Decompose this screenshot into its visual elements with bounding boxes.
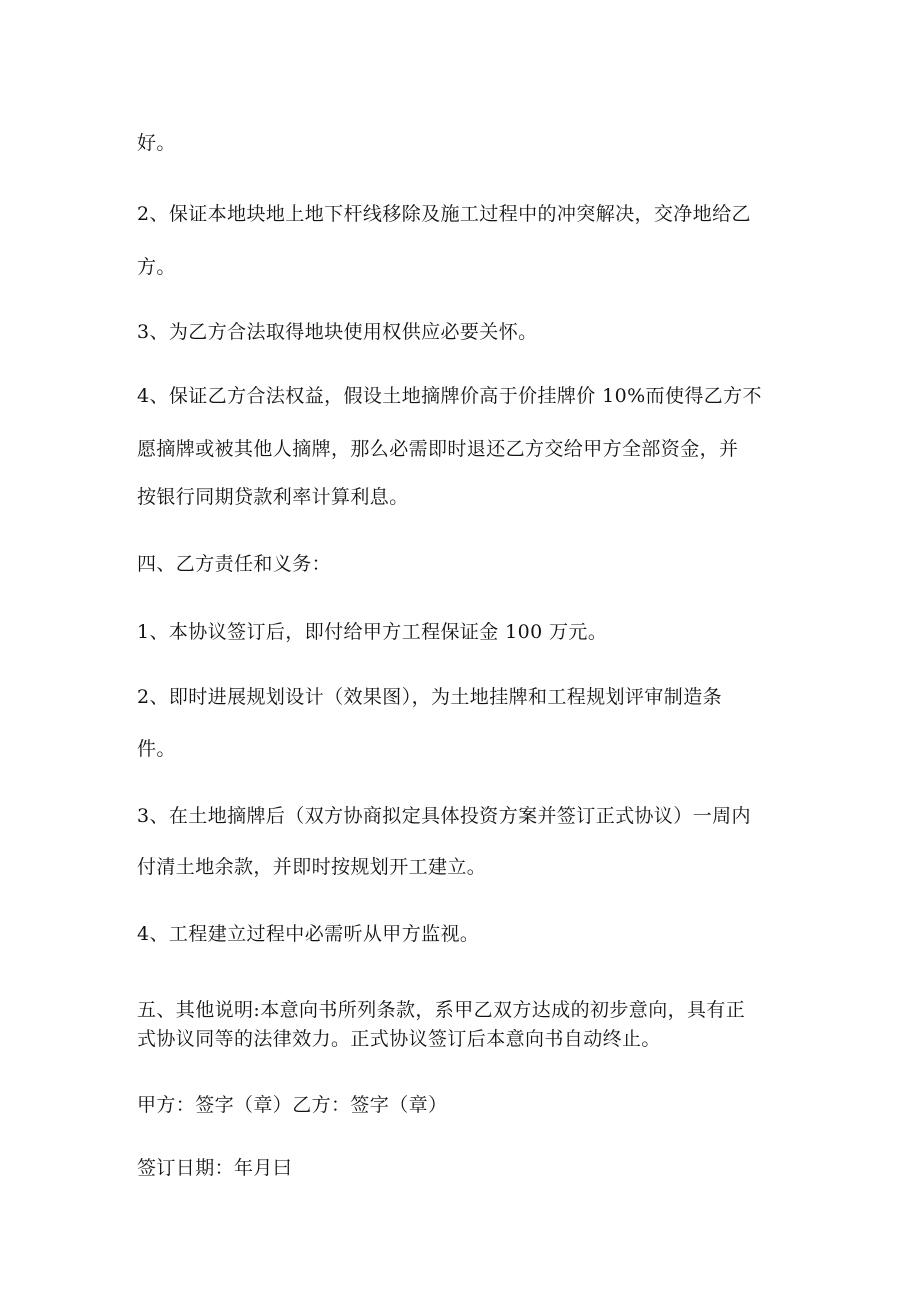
text-line: 1、本协议签订后，即付给甲方工程保证金 100 万元。 [137,621,608,643]
text-line: 付清土地余款，并即时按规划开工建立。 [137,856,487,878]
signature-line: 甲方：签字（章）乙方：签字（章） [137,1094,448,1116]
text-line: 3、在土地摘牌后（双方协商拟定具体投资方案并签订正式协议）一周内 [137,805,751,827]
text-line: 4、工程建立过程中必需听从甲方监视。 [137,923,480,945]
date-line: 签订日期：年月曰 [137,1157,293,1179]
text-line: 方。 [137,256,176,278]
text-line: 件。 [137,738,176,760]
text-line: 式协议同等的法律效力。正式协议签订后本意向书自动终止。 [137,1028,661,1050]
text-line: 五、其他说明:本意向书所列条款，系甲乙双方达成的初步意向，具有正 [137,999,746,1021]
section-heading: 四、乙方责任和义务： [137,553,332,575]
text-line: 2、保证本地块地上地下杆线移除及施工过程中的冲突解决，交净地给乙 [137,203,751,225]
text-line: 3、为乙方合法取得地块使用权供应必要关怀。 [137,321,538,343]
text-line: 2、即时进展规划设计（效果图），为土地挂牌和工程规划评审制造条 [137,686,722,708]
text-line: 好。 [137,132,176,154]
text-line: 按银行同期贷款利率计算利息。 [137,486,409,508]
text-line: 愿摘牌或被其他人摘牌，那么必需即时退还乙方交给甲方全部资金，并 [137,438,739,460]
text-line: 4、保证乙方合法权益，假设土地摘牌价高于价挂牌价 10%而使得乙方不 [137,385,762,407]
